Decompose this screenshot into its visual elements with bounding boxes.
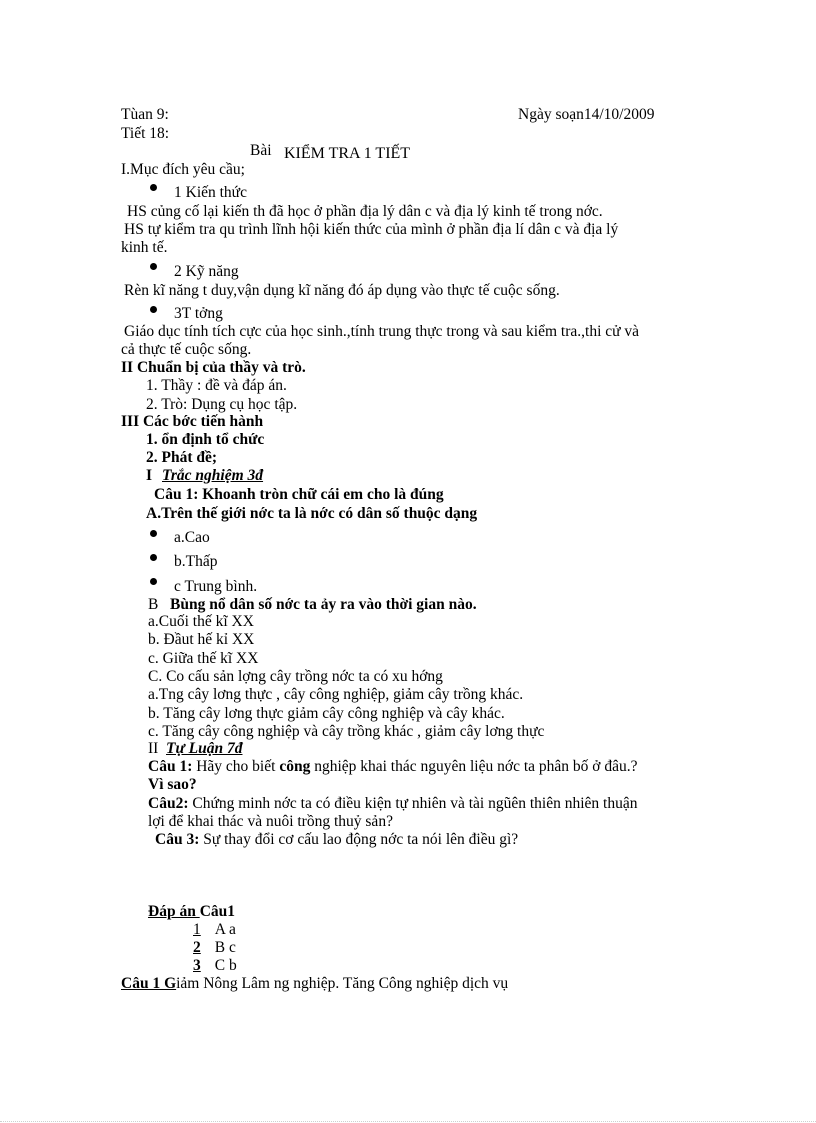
essay-question-1-text-a: Hãy cho biết <box>192 758 280 775</box>
essay-question-2-label: Câu2: <box>148 795 189 812</box>
question-c: C. Co cấu sản lợng cây trồng nớc ta có xu hớng <box>148 668 443 685</box>
essay-question-2 <box>148 795 638 813</box>
answer-2-text: B c <box>214 939 236 956</box>
attitude-text-1: Giáo dục tính tích cực của học sinh.,tính trung thực trong và sau kiểm tra.,thi cử và <box>124 323 640 340</box>
essay-question-1-line2: Vì sao? <box>148 776 197 793</box>
question-b-option-2: b. Đầut hế kỉ XX <box>148 631 255 648</box>
question-b: Bùng nổ dân số nớc ta ảy ra vào thời gian nào. <box>170 596 477 613</box>
answer-3 <box>193 957 237 975</box>
week-label: Tùan 9: <box>121 106 169 123</box>
step-distribute: 2. Phát đề; <box>146 449 218 466</box>
answer-essay-1-text: iảm Nông Lâm ng nghiệp. Tăng Công nghiệp dịch vụ <box>176 975 509 992</box>
section3-heading: III Các bớc tiến hành <box>121 413 264 430</box>
essay-question-1-bold: công <box>279 758 311 775</box>
question-c-option-1: a.Tng cây lơng thực , cây công nghiệp, giảm cây trồng khác. <box>148 686 524 703</box>
essay-question-2-text: Chứng minh nớc ta có điều kiện tự nhiên và tài ngũên thiên nhiên thuận <box>188 795 638 812</box>
question-a-option-2: b.Thấp <box>174 553 218 570</box>
answer-2 <box>193 939 236 957</box>
part2-title: Tự Luận 7đ <box>166 740 243 757</box>
knowledge-text-1: HS củng cố lại kiến th đã học ở phần địa lý dân c và địa lý kinh tế trong nớc. <box>127 203 603 220</box>
question-c-option-2: b. Tăng cây lơng thực giảm cây công nghiệp và cây khác. <box>148 705 505 722</box>
teacher-item: 1. Thầy : đề và đáp án. <box>146 377 287 394</box>
question-c-option-3: c. Tăng cây công nghiệp và cây trồng khác , giảm cây lơng thực <box>148 723 545 740</box>
bullet-icon <box>150 578 157 585</box>
attitude-label: 3T tởng <box>174 305 223 322</box>
knowledge-text-2: HS tự kiểm tra qu trình lĩnh hội kiến thức của mình ở phần địa lí dân c và địa lý <box>124 221 619 238</box>
essay-question-3 <box>155 831 518 849</box>
answer-1-number: 1 <box>193 921 201 938</box>
bullet-icon <box>150 263 157 270</box>
question-a-option-1: a.Cao <box>174 529 210 546</box>
essay-question-1 <box>148 758 637 776</box>
part1-prefix: I <box>146 467 153 484</box>
bullet-icon <box>150 530 157 537</box>
answer-heading-underlined: Đáp án <box>148 903 200 920</box>
student-item: 2. Trò: Dụng cụ học tập. <box>146 396 298 413</box>
bullet-icon <box>150 306 157 313</box>
answer-heading-question: Câu1 <box>199 903 236 920</box>
essay-question-1-text-b: nghiệp khai thác nguyên liệu nớc ta phân bố ở đâu.? <box>310 758 638 775</box>
skills-label: 2 Kỹ năng <box>174 263 239 280</box>
essay-question-2-line2: lợi để khai thác và nuôi trồng thuỷ sản? <box>148 813 393 830</box>
page-bottom-divider <box>0 1121 816 1122</box>
knowledge-text-3: kinh tế. <box>121 239 168 256</box>
answer-2-number: 2 <box>193 939 201 956</box>
period-label: Tiết 18: <box>121 125 170 142</box>
prep-date: Ngày soạn14/10/2009 <box>518 106 655 123</box>
question-1-heading: Câu 1: Khoanh tròn chữ cái em cho là đúng <box>154 486 444 503</box>
answer-1 <box>193 921 236 939</box>
question-a-option-3: c Trung bình. <box>174 578 258 595</box>
answer-1-text: A a <box>214 921 236 938</box>
answer-heading <box>148 903 235 921</box>
answer-3-text: C b <box>214 957 237 974</box>
essay-question-3-label: Câu 3: <box>155 831 200 848</box>
skills-text: Rèn kĩ năng t duy,vận dụng kĩ năng đó áp dụng vào thực tế cuộc sống. <box>124 282 560 299</box>
part2-prefix: II <box>148 740 159 757</box>
question-b-option-3: c. Giữa thế kĩ XX <box>148 650 259 667</box>
page-title: KIỂM TRA 1 TIẾT <box>284 145 411 162</box>
attitude-text-2: cả thực tế cuộc sống. <box>121 341 252 358</box>
part1-title: Trắc nghiệm 3đ <box>162 467 264 484</box>
bullet-icon <box>150 554 157 561</box>
section1-heading: I.Mục đích yêu cầu; <box>121 161 245 178</box>
question-a: A.Trên thế giới nớc ta là nớc có dân số thuộc dạng <box>146 505 478 522</box>
question-b-option-1: a.Cuối thế kĩ XX <box>148 613 254 630</box>
answer-essay-1-label: Câu 1 G <box>121 975 177 992</box>
essay-question-1-label: Câu 1: <box>148 758 193 775</box>
question-b-prefix: B <box>148 596 159 613</box>
bai-label: Bài <box>250 142 272 159</box>
knowledge-label: 1 Kiến thức <box>174 184 247 201</box>
answer-essay-1 <box>121 975 508 993</box>
answer-3-number: 3 <box>193 957 201 974</box>
section2-heading: II Chuẩn bị của thầy và trò. <box>121 359 306 376</box>
step-organize: 1. ổn định tổ chức <box>146 431 265 448</box>
essay-question-3-text: Sự thay đổi cơ cấu lao động nớc ta nói lên điều gì? <box>199 831 519 848</box>
bullet-icon <box>150 184 157 191</box>
